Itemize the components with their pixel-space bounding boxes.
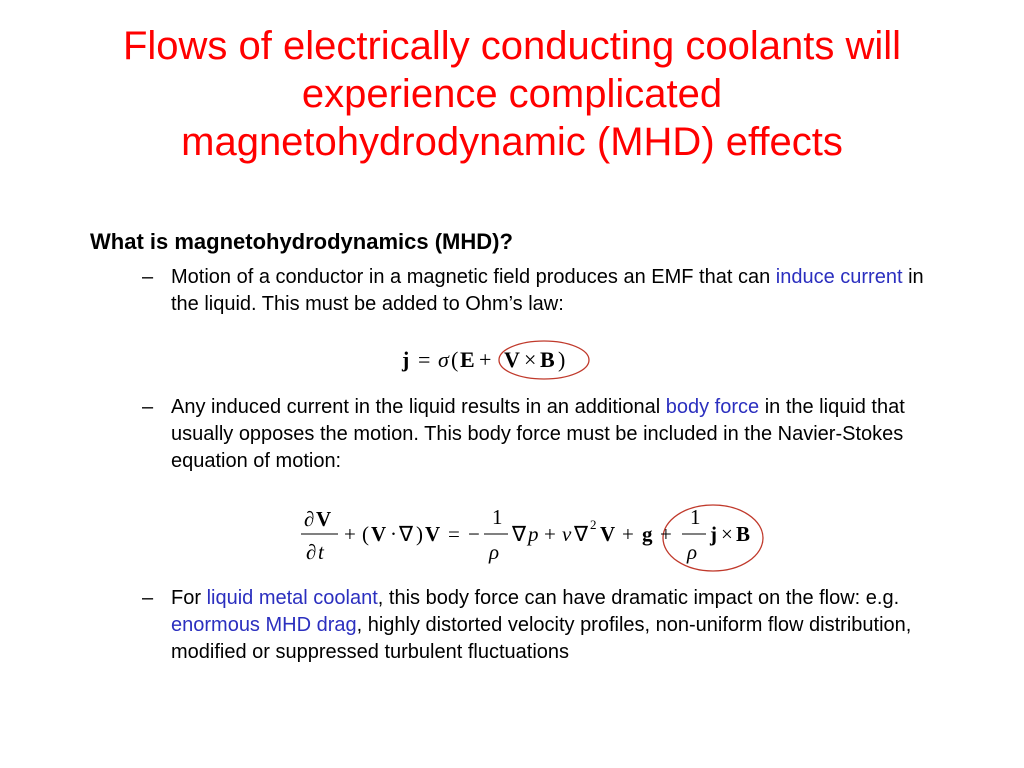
eq-E: E [460,347,475,372]
eq-V: V [316,507,332,531]
eq-nu: ν [562,522,572,546]
bullet-text-part: Motion of a conductor in a magnetic field produces an EMF that can [171,266,776,288]
bullet-text-part: in the liquid that usually opposes the motion. This body force must be included in the Navier-Stokes equation of motion: [171,396,905,472]
eq-plus: + [660,522,672,546]
eq-squared: 2 [590,517,597,532]
eq-one: 1 [492,505,503,529]
bullet-text [171,394,931,475]
eq-close-paren: ) [416,522,423,546]
eq-minus: − [468,522,480,546]
highlight-liquid-metal-coolant: liquid metal coolant [206,587,378,609]
eq-t: t [318,540,324,564]
bullet-text-part: For [171,587,207,609]
eq-nabla: ∇ [574,522,589,546]
bullet-body-force [142,394,942,475]
highlight-induce-current: induce current [775,266,903,288]
eq-sigma: σ [438,347,449,372]
bullet-text [171,585,916,666]
eq-B: B [736,522,751,546]
slide-title-line-2: experience complicated [301,72,723,116]
slide-title-line-3: magnetohydrodynamic (MHD) effects [181,120,843,164]
eq-times: × [524,347,537,372]
eq-dot: · [390,522,397,546]
bullet-ohms-law [142,264,942,318]
eq-open-paren: ( [362,522,369,546]
eq-plus: + [622,522,634,546]
eq-rho: ρ [489,540,500,564]
eq-rho: ρ [687,540,698,564]
bullet-dash: – [142,266,154,288]
bullet-liquid-metal [142,585,942,666]
section-heading: What is magnetohydrodynamics (MHD)? [90,229,513,254]
eq-partial: ∂ [304,507,315,531]
eq-plus: + [344,522,356,546]
eq-V: V [504,347,520,372]
slide-title-line-1: Flows of electrically conducting coolants will [122,24,902,68]
eq-partial: ∂ [306,540,317,564]
bullet-dash: – [142,587,154,609]
bullet-dash: – [142,396,154,418]
eq-plus: + [544,522,556,546]
bullet-text-part: in the liquid. This must be added to Ohm’s law: [171,266,924,315]
bullet-text-part: , highly distorted velocity profiles, non-uniform flow distribution, modified or suppressed turbulent fluctuations [171,614,912,663]
slide-title [40,22,984,166]
eq-equals: = [448,522,460,546]
eq-B: B [540,347,555,372]
eq-V: V [600,522,616,546]
eq-times: × [721,522,733,546]
navier-stokes-equation [296,500,776,572]
eq-p: p [528,522,539,546]
ohms-law-equation [396,338,596,382]
eq-nabla: ∇ [512,522,527,546]
highlight-body-force: body force [665,396,760,418]
eq-g: g [642,522,653,546]
eq-one: 1 [690,505,701,529]
eq-equals: = [418,347,431,372]
bullet-text-part: , this body force can have dramatic impact on the flow: e.g. [377,587,900,609]
eq-close-paren: ) [558,347,566,372]
eq-open-paren: ( [451,347,459,372]
bullet-text [171,264,942,318]
eq-nabla: ∇ [399,522,414,546]
eq-j: j [710,522,717,546]
eq-V: V [371,522,387,546]
highlight-enormous-mhd-drag: enormous MHD drag [171,614,357,636]
eq-j: j [402,347,410,372]
eq-plus: + [479,347,492,372]
bullet-text-part: Any induced current in the liquid results in an additional [171,396,666,418]
eq-V: V [425,522,441,546]
